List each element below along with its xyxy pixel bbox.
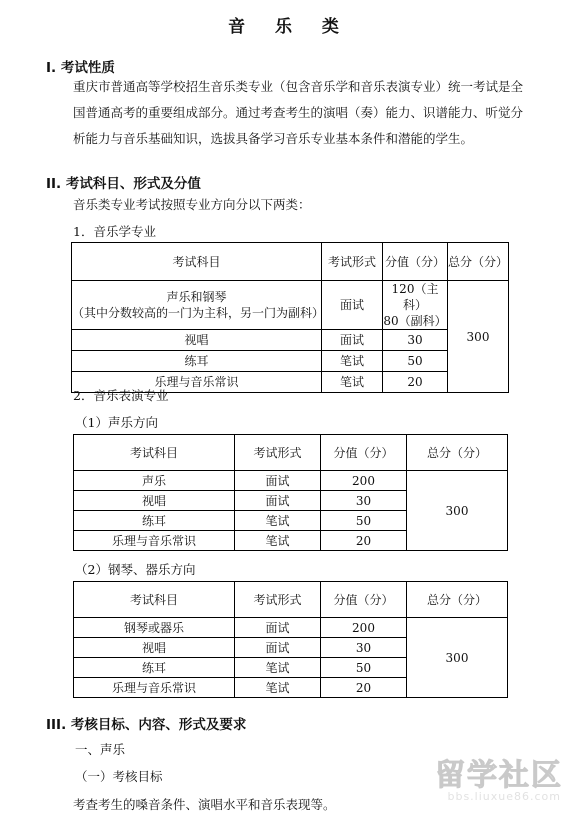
cell-subject: 钢琴或器乐 bbox=[74, 618, 235, 638]
cell-form: 面试 bbox=[235, 471, 321, 491]
header-total: 总分（分） bbox=[407, 582, 508, 618]
cell-subject: 乐理与音乐常识 bbox=[72, 372, 322, 393]
header-subject: 考试科目 bbox=[74, 582, 235, 618]
cell-score-line1: 120（主科） bbox=[391, 282, 439, 312]
cell-subject: 乐理与音乐常识 bbox=[74, 678, 235, 698]
subheading-assessment-goal: （一）考核目标 bbox=[75, 769, 163, 784]
cell-subject-line2: （其中分数较高的一门为主科，另一门为副科） bbox=[72, 306, 325, 320]
cell-score: 20 bbox=[321, 678, 407, 698]
cell-score bbox=[383, 281, 448, 330]
table-row bbox=[72, 330, 509, 351]
table-row bbox=[72, 281, 509, 330]
cell-score: 200 bbox=[321, 618, 407, 638]
cell-subject: 声乐 bbox=[74, 471, 235, 491]
cell-form: 面试 bbox=[322, 330, 383, 351]
cell-form: 笔试 bbox=[235, 511, 321, 531]
table-header-row bbox=[72, 243, 509, 281]
subheading-vocal: （1）声乐方向 bbox=[75, 415, 158, 430]
cell-score: 200 bbox=[321, 471, 407, 491]
cell-form: 笔试 bbox=[235, 531, 321, 551]
header-score: 分值（分） bbox=[321, 582, 407, 618]
cell-form: 笔试 bbox=[235, 678, 321, 698]
cell-form: 笔试 bbox=[322, 351, 383, 372]
subheading-piano-instrument: （2）钢琴、器乐方向 bbox=[75, 562, 196, 577]
cell-score: 50 bbox=[321, 511, 407, 531]
cell-subject: 视唱 bbox=[74, 491, 235, 511]
cell-score: 30 bbox=[383, 330, 448, 351]
table-piano-instrument bbox=[73, 581, 508, 698]
header-total: 总分（分） bbox=[407, 435, 508, 471]
watermark bbox=[387, 750, 567, 814]
cell-score: 30 bbox=[321, 638, 407, 658]
table-header-row bbox=[74, 435, 508, 471]
cell-form: 笔试 bbox=[235, 658, 321, 678]
cell-score: 20 bbox=[321, 531, 407, 551]
header-form: 考试形式 bbox=[235, 582, 321, 618]
header-total: 总分（分） bbox=[448, 243, 509, 281]
header-subject: 考试科目 bbox=[74, 435, 235, 471]
cell-subject: 练耳 bbox=[74, 511, 235, 531]
table-row bbox=[74, 618, 508, 638]
cell-subject: 视唱 bbox=[74, 638, 235, 658]
cell-subject bbox=[72, 281, 325, 330]
cell-score: 50 bbox=[383, 351, 448, 372]
header-score: 分值（分） bbox=[321, 435, 407, 471]
section-heading-3: III. 考核目标、内容、形式及要求 bbox=[46, 717, 247, 733]
cell-subject-line1: 声乐和钢琴 bbox=[166, 290, 227, 304]
cell-score: 30 bbox=[321, 491, 407, 511]
table-vocal bbox=[73, 434, 508, 551]
cell-total: 300 bbox=[407, 618, 508, 698]
subheading-vocal-music: 一、声乐 bbox=[75, 742, 126, 757]
header-form: 考试形式 bbox=[235, 435, 321, 471]
watermark-url: bbs.liuxue86.com bbox=[447, 790, 561, 803]
cell-subject: 乐理与音乐常识 bbox=[74, 531, 235, 551]
page-title: 音 乐 类 bbox=[228, 17, 351, 37]
section-1-paragraph: 重庆市普通高等学校招生音乐类专业（包含音乐学和音乐表演专业）统一考试是全国普通高考的重要组成部分。通过考查考生的演唱（奏）能力、识谱能力、听觉分析能力与音乐基础知识，选拔具备学习音乐专业基本条件和潜能的学生。 bbox=[73, 79, 524, 146]
section-heading-1: I. 考试性质 bbox=[46, 60, 115, 76]
cell-form: 面试 bbox=[235, 618, 321, 638]
cell-score: 50 bbox=[321, 658, 407, 678]
cell-subject: 练耳 bbox=[72, 351, 322, 372]
cell-score: 20 bbox=[383, 372, 448, 393]
cell-subject: 视唱 bbox=[72, 330, 322, 351]
table-music-studies bbox=[71, 242, 509, 393]
section-heading-2: II. 考试科目、形式及分值 bbox=[46, 176, 201, 192]
cell-total: 300 bbox=[448, 281, 509, 393]
header-form: 考试形式 bbox=[322, 243, 383, 281]
cell-form: 面试 bbox=[235, 638, 321, 658]
table-row bbox=[72, 351, 509, 372]
header-score: 分值（分） bbox=[383, 243, 448, 281]
cell-form: 面试 bbox=[235, 491, 321, 511]
cell-form: 面试 bbox=[322, 281, 383, 330]
table-row bbox=[74, 471, 508, 491]
cell-total: 300 bbox=[407, 471, 508, 551]
subheading-music-studies: 1．音乐学专业 bbox=[73, 224, 156, 239]
subheading-music-performance: 2．音乐表演专业 bbox=[73, 388, 169, 403]
section-2-intro: 音乐类专业考试按照专业方向分以下两类： bbox=[73, 197, 311, 212]
assessment-goal-text: 考查考生的嗓音条件、演唱水平和音乐表现等。 bbox=[73, 797, 336, 812]
cell-form: 笔试 bbox=[322, 372, 383, 393]
cell-score-line2: 80（副科） bbox=[383, 314, 447, 328]
table-header-row bbox=[74, 582, 508, 618]
cell-subject: 练耳 bbox=[74, 658, 235, 678]
watermark-logo: 留学社区 bbox=[435, 758, 563, 793]
header-subject: 考试科目 bbox=[72, 243, 322, 281]
